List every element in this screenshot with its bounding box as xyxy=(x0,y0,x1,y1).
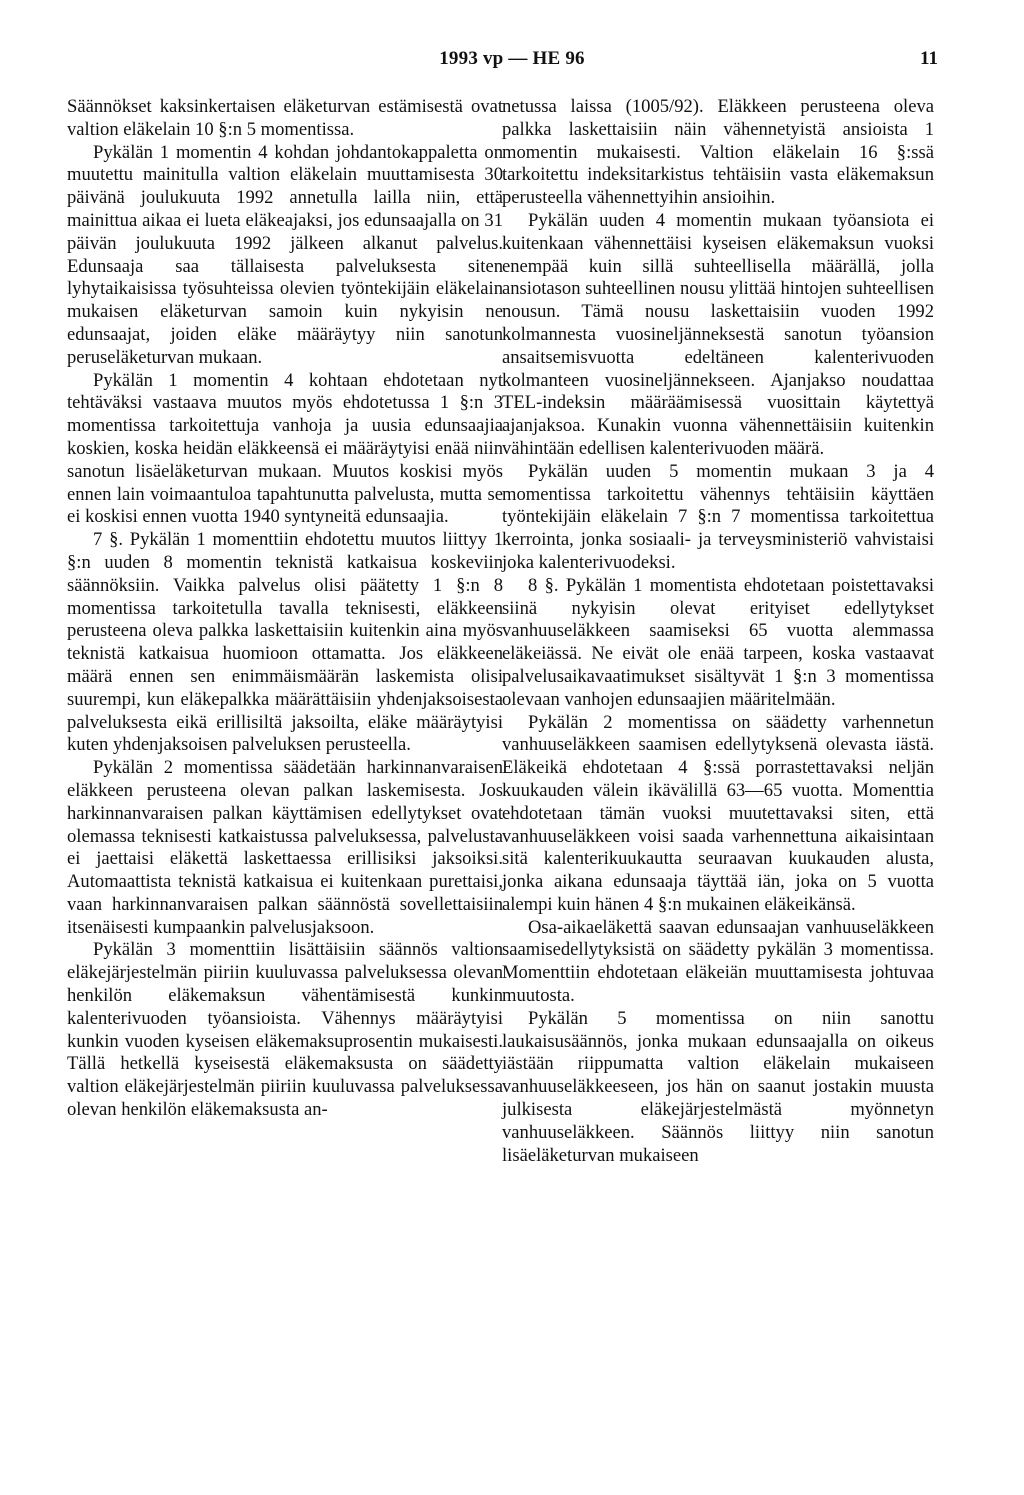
paragraph: Pykälän uuden 4 momentin mukaan työansiota ei kuitenkaan vähennettäisi kyseisen eläkemaksun vuoksi enempää kuin sillä suhteellisella määrällä, jolla ansiotason suhteellinen nousu ylittää hintojen suhteellisen nousun. Tämä nousu laskettaisiin vuoden 1992 kolmannesta vuosineljänneksestä sanotun työansion ansaitsemisvuotta edeltäneen kalenterivuoden kolmanteen vuosineljännekseen. Ajanjakso noudattaa TEL-indeksin määräämisessä vuosittain käytettyä ajanjaksoa. Kunakin vuonna vähennettäisiin kuitenkin vähintään edellisen kalenterivuoden määrä. xyxy=(502,209,934,459)
paragraph: Säännökset kaksinkertaisen eläketurvan estämisestä ovat valtion eläkelain 10 §:n 5 momentissa. xyxy=(67,96,503,140)
paragraph: Pykälän 1 momentin 4 kohtaan ehdotetaan nyt tehtäväksi vastaava muutos myös ehdotetussa 1 §:n 3 momentissa tarkoitettuja vanhoja ja uusia edunsaajia koskien, koska heidän eläkkeensä ei määräytyisi enää niin sanotun lisäeläketurvan mukaan. Muutos koskisi myös ennen lain voimaantuloa tapahtunutta palvelusta, mutta se ei koskisi ennen vuotta 1940 syntyneitä edunsaajia. xyxy=(67,369,503,528)
paragraph: netussa laissa (1005/92). Eläkkeen perusteena oleva palkka laskettaisiin näin vähennetyistä ansioista 1 momentin mukaisesti. Valtion eläkelain 16 §:ssä tarkoitettu indeksitarkistus tehtäisiin vasta eläkemaksun perusteella vähennettyihin ansioihin. xyxy=(502,96,934,209)
left-column xyxy=(67,96,503,1122)
right-column xyxy=(502,96,934,1167)
paragraph: Pykälän 1 momentin 4 kohdan johdantokappaletta on muutettu mainitulla valtion eläkelain muuttamisesta 30 päivänä joulukuuta 1992 annetulla lailla niin, että mainittua aikaa ei lueta eläkeajaksi, jos edunsaajalla on 31 päivän joulukuuta 1992 jälkeen alkanut palvelus. Edunsaaja saa tällaisesta palveluksesta siten lyhytaikaisissa työsuhteissa olevien työntekijäin eläkelain mukaisen eläketurvan samoin kuin nykyisin ne edunsaajat, joiden eläke määräytyy niin sanotun peruseläketurvan mukaan. xyxy=(67,141,503,368)
paragraph: 7 §. Pykälän 1 momenttiin ehdotettu muutos liittyy 1 §:n uuden 8 momentin teknistä katkaisua koskeviin säännöksiin. Vaikka palvelus olisi päätetty 1 §:n 8 momentissa tarkoitetulla tavalla teknisesti, eläkkeen perusteena oleva palkka laskettaisiin kuitenkin aina myös teknistä katkaisua huomioon ottamatta. Jos eläkkeen määrä ennen sen enimmäismäärän laskemista olisi suurempi, kun eläkepalkka määrättäisiin yhdenjaksoisesta palveluksesta eikä erillisiltä jaksoilta, eläke määräytyisi kuten yhdenjaksoisen palveluksen perusteella. xyxy=(67,529,503,756)
paragraph: Pykälän 3 momenttiin lisättäisiin säännös valtion eläkejärjestelmän piiriin kuuluvassa palveluksessa olevan henkilön eläkemaksun vähentämisestä kunkin kalenterivuoden työansioista. Vähennys määräytyisi kunkin vuoden kyseisen eläkemaksuprosentin mukaisesti. Tällä hetkellä kyseisestä eläkemaksusta on säädetty valtion eläkejärjestelmän piiriin kuuluvassa palveluksessa olevan henkilön eläkemaksusta an- xyxy=(67,939,503,1121)
page-number: 11 xyxy=(920,48,938,69)
paragraph: Pykälän uuden 5 momentin mukaan 3 ja 4 momentissa tarkoitettu vähennys tehtäisiin käyttäen työntekijäin eläkelain 7 §:n 7 momentissa tarkoitettua kerrointa, jonka sosiaali- ja terveysministeriö vahvistaisi joka kalenterivuodeksi. xyxy=(502,460,934,573)
paragraph: Pykälän 5 momentissa on niin sanottu laukaisusäännös, jonka mukaan edunsaajalla on oikeus iästään riippumatta valtion eläkelain mukaiseen vanhuuseläkkeeseen, jos hän on saanut jostakin muusta julkisesta eläkejärjestelmästä myönnetyn vanhuuseläkkeen. Säännös liittyy niin sanotun lisäeläketurvan mukaiseen xyxy=(502,1007,934,1166)
paragraph: 8 §. Pykälän 1 momentista ehdotetaan poistettavaksi siinä nykyisin olevat erityiset edellytykset vanhuuseläkkeen saamiseksi 65 vuotta alemmassa eläkeiässä. Ne eivät ole enää tarpeen, koska vastaavat palvelusaikavaatimukset sisältyvät 1 §:n 3 momentissa olevaan vanhojen edunsaajien määritelmään. xyxy=(502,574,934,710)
paragraph: Pykälän 2 momentissa on säädetty varhennetun vanhuuseläkkeen saamisen edellytyksenä olevasta iästä. Eläkeikä ehdotetaan 4 §:ssä porrastettavaksi neljän kuukauden välein ikävälillä 63—65 vuotta. Momenttia ehdotetaan tämän vuoksi muutettavaksi siten, että vanhuuseläkkeen voisi saada varhennettuna aikaisintaan sitä kalenterikuukautta seuraavan kuukauden alusta, jonka aikana edunsaaja täyttää iän, joka on 5 vuotta alempi kuin hänen 4 §:n mukainen eläkeikänsä. xyxy=(502,711,934,915)
paragraph: Osa-aikaeläkettä saavan edunsaajan vanhuuseläkkeen saamisedellytyksistä on säädetty pykälän 3 momentissa. Momenttiin ehdotetaan eläkeiän muuttamisesta johtuvaa muutosta. xyxy=(502,916,934,1007)
running-title: 1993 vp — HE 96 xyxy=(439,48,585,69)
page-header xyxy=(0,48,1024,78)
paragraph: Pykälän 2 momentissa säädetään harkinnanvaraisen eläkkeen perusteena olevan palkan laskemisesta. Jos harkinnanvaraisen palkan käyttämisen edellytykset ovat olemassa teknisesti katkaistussa palveluksessa, palvelusta ei jaettaisi eläkettä laskettaessa erillisiksi jaksoiksi. Automaattista teknistä katkaisua ei kuitenkaan purettaisi, vaan harkinnanvaraisen palkan säännöstä sovellettaisiin itsenäisesti kumpaankin palvelusjaksoon. xyxy=(67,757,503,938)
